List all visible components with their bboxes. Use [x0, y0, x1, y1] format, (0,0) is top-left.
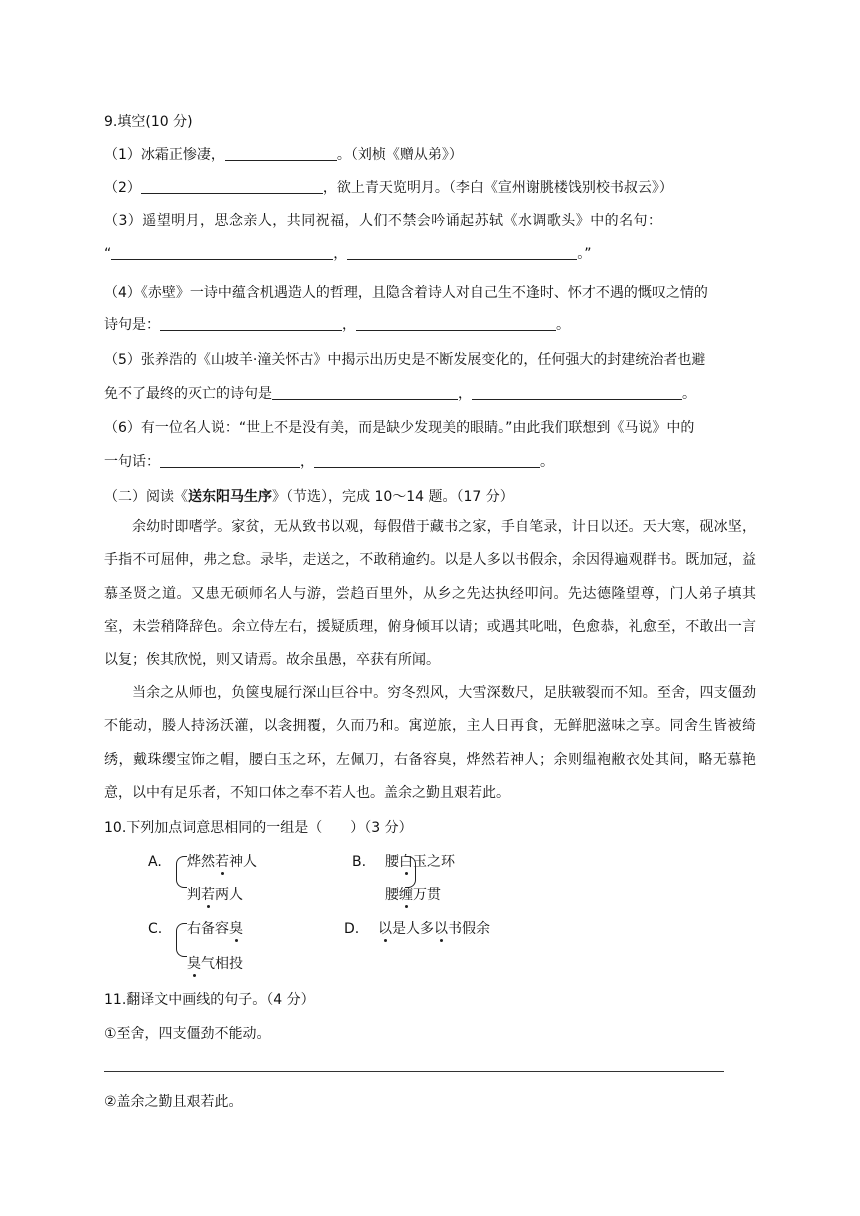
q11-sentence-1: ①至舍，四支僵劲不能动。: [104, 1026, 271, 1042]
prefix: 一句话：: [104, 454, 160, 470]
answer-blank[interactable]: [347, 245, 577, 260]
period: 。: [540, 454, 554, 470]
q9-item-5-line2: [104, 384, 696, 404]
answer-blank[interactable]: [111, 245, 333, 260]
dotted-char: 以: [378, 921, 392, 937]
comma: ，: [300, 454, 314, 470]
open-quote: “: [104, 246, 112, 262]
answer-blank[interactable]: [160, 316, 342, 331]
comma: ，: [458, 386, 472, 402]
q9-heading: 9.填空(10 分): [104, 114, 193, 130]
dotted-char: 缠: [399, 887, 413, 903]
q9-item-6-line1: （6）有一位名人说：“世上不是没有美，而是缺少发现美的眼睛。”由此我们联想到《马说》中的: [104, 420, 695, 436]
brace-b: [405, 856, 416, 888]
q9-item-2: [104, 178, 673, 198]
option-d-label[interactable]: D.: [344, 921, 360, 937]
period: 。: [556, 317, 570, 333]
prefix: 免不了最终的灭亡的诗句是: [104, 386, 272, 402]
brace-c: [176, 923, 187, 957]
dotted-char: 臭: [229, 921, 243, 937]
passage-paragraph-2: 当余之从师也，负箧曳屣行深山巨谷中。穷冬烈风，大雪深数尺，足肤皲裂而不知。至舍，四支僵劲不能动，媵人持汤沃灌，以衾拥覆，久而乃和。寓逆旅，主人日再食，无鲜肥滋味之享。同舍生皆被绮绣，戴珠缨宝饰之帽，腰白玉之环，左佩刀，右备容臭，烨然若神人；余则缊袍敝衣处其间，略无慕艳意，以中有足乐者，不知口体之奉不若人也。盖余之勤且艰若此。: [104, 685, 756, 801]
q9-item-4-line2: [104, 315, 570, 335]
period: 。: [682, 386, 696, 402]
dotted-char: 若: [215, 854, 229, 870]
dotted-char: 若: [201, 887, 215, 903]
answer-blank[interactable]: [314, 453, 540, 468]
option-a-word-1: 烨然若神人: [187, 854, 257, 870]
comma: ，: [333, 246, 348, 262]
section-heading: [104, 487, 514, 507]
q9-item-1: [104, 145, 463, 165]
dotted-char: 以: [434, 921, 448, 937]
option-b-label[interactable]: B.: [352, 854, 367, 870]
option-c-word-2: 臭气相投: [187, 956, 243, 972]
option-b-word-1: 腰白玉之环: [385, 854, 455, 870]
option-c-label[interactable]: C.: [148, 921, 163, 937]
option-b-word-2: 腰缠万贯: [385, 887, 441, 903]
answer-blank[interactable]: [472, 385, 682, 400]
q9-item-1-tail: 。（刘桢《赠从弟》）: [336, 147, 463, 163]
q9-item-4-line1: （4）《赤壁》一诗中蕴含机遇造人的哲理，且隐含着诗人对自己生不逢时、怀才不遇的慨叹之情的: [104, 285, 708, 301]
answer-line[interactable]: [104, 1071, 724, 1072]
answer-blank[interactable]: [272, 385, 458, 400]
q11-heading: 11.翻译文中画线的句子。（4 分）: [104, 992, 315, 1008]
option-c-word-1: 右备容臭: [187, 921, 243, 937]
q9-item-3-line2: [104, 244, 592, 264]
q9-item-3-line1: （3）遥望明月，思念亲人，共同祝福，人们不禁会吟诵起苏轼《水调歌头》中的名句：: [104, 213, 663, 229]
comma: ，: [342, 317, 356, 333]
answer-blank[interactable]: [160, 453, 300, 468]
option-d-text: 以是人多以书假余: [378, 921, 490, 937]
dotted-char: 臭: [187, 956, 201, 972]
q9-item-1-text: 冰霜正惨凄，: [140, 147, 225, 163]
close-quote: 。”: [577, 246, 592, 262]
q9-item-6-line2: [104, 452, 554, 472]
heading-suffix: 》（节选），完成 10～14 题。（17 分）: [272, 489, 514, 505]
answer-blank[interactable]: [141, 179, 323, 194]
q11-sentence-2: ②盖余之勤且艰若此。: [104, 1094, 243, 1110]
q10-heading: 10.下列加点词意思相同的一组是（ ）（3 分）: [104, 820, 413, 836]
passage-paragraph-1: 余幼时即嗜学。家贫，无从致书以观，每假借于藏书之家，手自笔录，计日以还。天大寒，砚冰坚，手指不可屈伸，弗之怠。录毕，走送之，不敢稍逾约。以是人多以书假余，余因得遍观群书。既加冠，益慕圣贤之道。又患无硕师名人与游，尝趋百里外，从乡之先达执经叩问。先达德隆望尊，门人弟子填其室，未尝稍降辞色。余立侍左右，援疑质理，俯身倾耳以请；或遇其叱咄，色愈恭，礼愈至，不敢出一言以复；俟其欣悦，则又请焉。故余虽愚，卒获有所闻。: [104, 519, 756, 669]
passage-title: 送东阳马生序: [188, 489, 272, 505]
prefix: 诗句是：: [104, 317, 160, 333]
q9-item-1-num: （1）: [104, 147, 141, 163]
q9-item-2-num: （2）: [104, 180, 141, 196]
heading-prefix: （二）阅读《: [104, 489, 188, 505]
brace-a: [176, 856, 187, 888]
dotted-char: 白: [399, 854, 413, 870]
option-a-word-2: 判若两人: [187, 887, 243, 903]
q9-item-2-tail: ，欲上青天览明月。（李白《宣州谢朓楼饯别校书叔云》）: [322, 180, 673, 196]
q9-item-5-line1: （5）张养浩的《山坡羊·潼关怀古》中揭示出历史是不断发展变化的，任何强大的封建统治者也避: [104, 352, 706, 368]
answer-blank[interactable]: [356, 316, 556, 331]
option-a-label[interactable]: A.: [148, 854, 162, 870]
answer-blank[interactable]: [225, 146, 337, 161]
